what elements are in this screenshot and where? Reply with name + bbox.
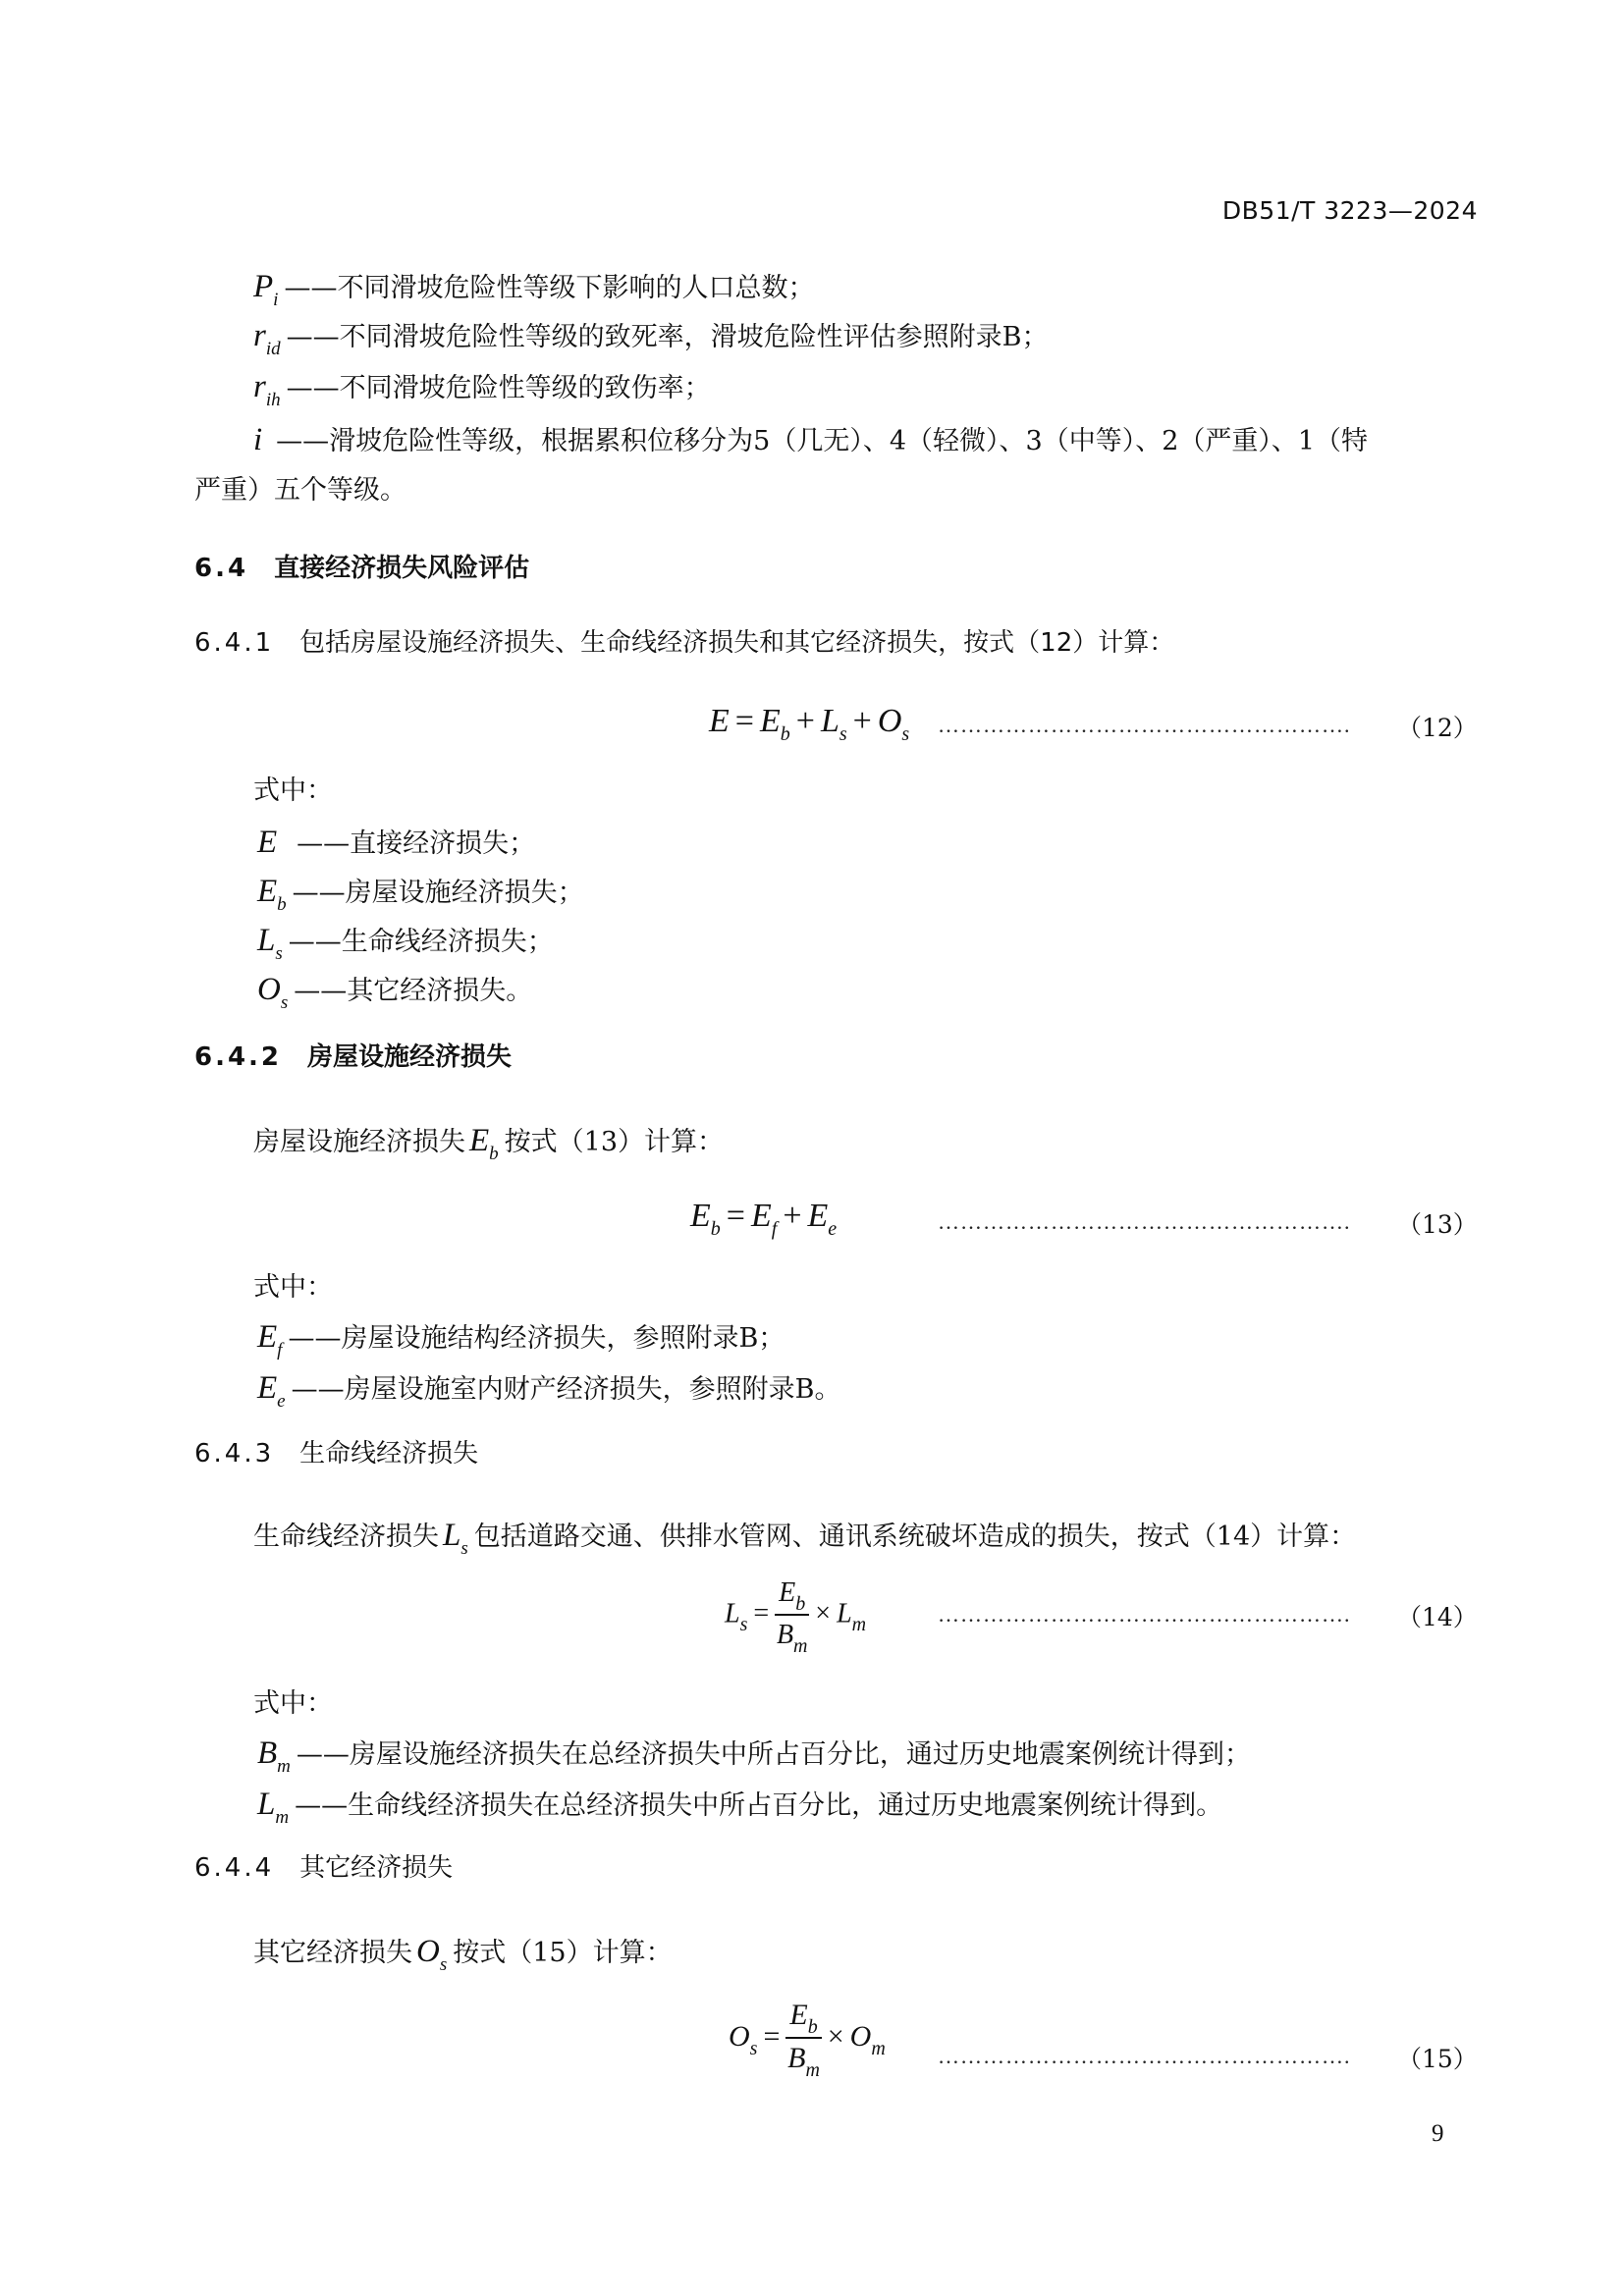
subscript: ih — [265, 390, 281, 410]
clause-6-4-3: 6.4.3 生命线经济损失 — [194, 1439, 479, 1468]
def-Ef: $E_f$ ——房屋设施结构经济损失，参照附录B； — [257, 1319, 785, 1361]
intro-6-4-3: 生命线经济损失 $L_s$ 包括道路交通、供排水管网、通讯系统破坏造成的损失，按式（14）计算： — [253, 1518, 1357, 1559]
intro-6-4-2: 房屋设施经济损失 $E_b$ 按式（13）计算： — [253, 1123, 725, 1164]
leader-dots: ………………………………………………. — [938, 1602, 1351, 1627]
definition-text: ——不同滑坡危险性等级下影响的人口总数； — [284, 273, 815, 303]
leader-dots: ………………………………………………. — [938, 1209, 1351, 1234]
section-heading-6-4 — [194, 548, 529, 584]
definition-text: ——不同滑坡危险性等级的致伤率； — [286, 373, 711, 403]
fraction: $\frac{E_b}{B_m}$ — [776, 1577, 808, 1657]
where-label: 式中： — [253, 775, 333, 806]
symbol: P — [253, 269, 274, 304]
page-number: 9 — [1432, 2120, 1444, 2147]
def-Ee: $E_e$ ——房屋设施室内财产经济损失，参照附录B。 — [257, 1370, 841, 1412]
subscript: i — [273, 290, 279, 310]
def-Bm: $B_m$ ——房屋设施经济损失在总经济损失中所占百分比，通过历史地震案例统计得到； — [257, 1735, 1251, 1777]
def-Lm: $L_m$ ——生命线经济损失在总经济损失中所占百分比，通过历史地震案例统计得到。 — [257, 1787, 1223, 1828]
def-i — [253, 420, 1368, 461]
leader-dots: ………………………………………………. — [938, 2044, 1351, 2068]
equation-number-12: （12） — [1397, 714, 1478, 742]
equation-15: $O_s$ = $\frac{E_b}{B_m}$ × $O_m$ — [729, 1999, 886, 2081]
equation-number-14: （14） — [1397, 1603, 1478, 1631]
equation-13: $E_b = E_f + E_e$ — [690, 1198, 838, 1240]
where-label: 式中： — [253, 1688, 333, 1719]
def-rid — [253, 316, 1048, 360]
equation-12: $E = E_b + L_s + O_s$ — [709, 703, 910, 745]
def-Ls: $L_s$ ——生命线经济损失； — [257, 923, 554, 964]
symbol: r — [253, 369, 266, 404]
clause-6-4-4: 6.4.4 其它经济损失 — [194, 1853, 454, 1883]
intro-6-4-4: 其它经济损失 $O_s$ 按式（15）计算： — [253, 1934, 673, 1975]
section-number: 6.4 — [194, 554, 249, 583]
subscript: id — [265, 339, 281, 359]
symbol: i — [253, 422, 263, 457]
leader-dots: ………………………………………………. — [938, 713, 1351, 737]
clause-6-4-1 — [194, 622, 1174, 659]
clause-number: 6.4.1 — [194, 628, 275, 658]
definition-text: ——滑坡危险性等级，根据累积位移分为5（几无）、4（轻微）、3（中等）、2（严重）、1（特 — [276, 426, 1369, 456]
def-E: E ——直接经济损失； — [257, 825, 536, 860]
equation-14: $L_s$ = $\frac{E_b}{B_m}$ × $L_m$ — [725, 1577, 867, 1657]
document-id: DB51/T 3223—2024 — [1221, 196, 1478, 225]
def-rih — [253, 367, 711, 411]
def-Pi — [253, 267, 814, 311]
def-i-continued: 严重）五个等级。 — [194, 475, 406, 506]
symbol: r — [253, 318, 266, 353]
def-Os: $O_s$ ——其它经济损失。 — [257, 972, 533, 1013]
equation-number-15: （15） — [1397, 2045, 1478, 2073]
equation-number-13: （13） — [1397, 1210, 1478, 1239]
fraction: $\frac{E_b}{B_m}$ — [787, 1999, 820, 2081]
clause-text: 包括房屋设施经济损失、生命线经济损失和其它经济损失，按式（12）计算： — [299, 628, 1175, 658]
definition-text: ——不同滑坡危险性等级的致死率，滑坡危险性评估参照附录B； — [286, 322, 1049, 352]
section-title: 直接经济损失风险评估 — [274, 554, 530, 583]
def-Eb: $E_b$ ——房屋设施经济损失； — [257, 874, 584, 915]
where-label: 式中： — [253, 1272, 333, 1303]
clause-6-4-2: 6.4.2 房屋设施经济损失 — [194, 1042, 513, 1072]
